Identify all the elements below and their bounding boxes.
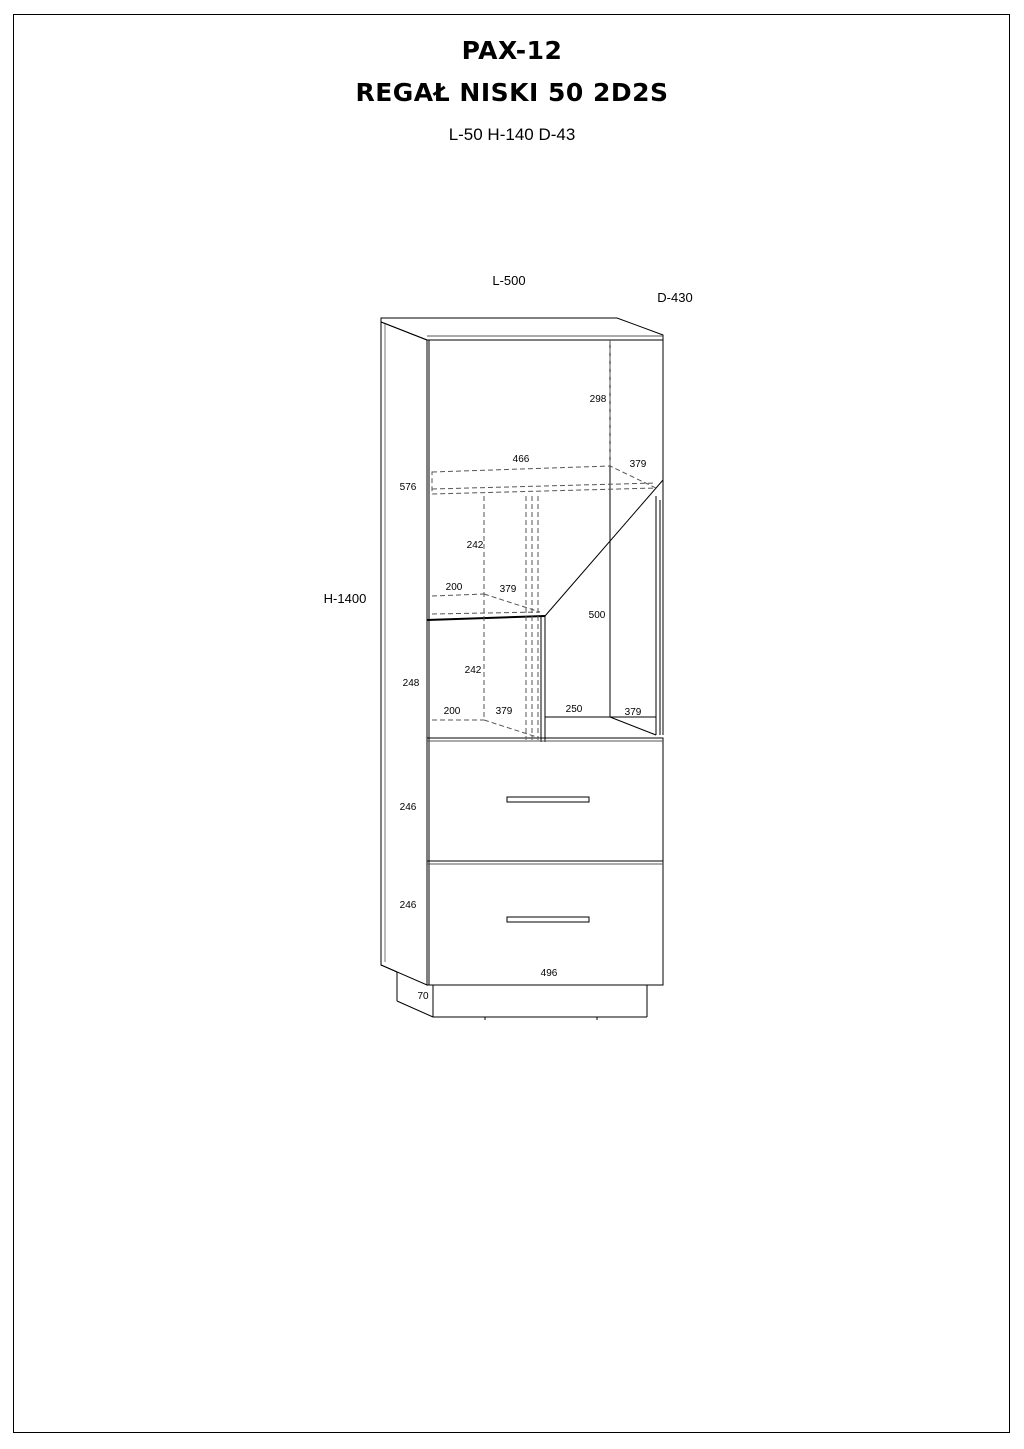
dim-niche-width-lower: 200 [443, 706, 461, 717]
label-height: H-1400 [323, 591, 367, 606]
cabinet-outline [381, 318, 663, 1020]
dim-upper-height: 298 [589, 394, 607, 405]
dim-plinth-height: 70 [417, 991, 429, 1002]
dim-top-depth: 379 [629, 459, 647, 470]
middle-shelf [427, 616, 545, 620]
dim-niche-height-lower: 242 [464, 665, 482, 676]
label-width: L-500 [492, 273, 526, 288]
dim-niche-width-upper: 200 [445, 582, 463, 593]
drawer-2 [427, 861, 663, 985]
dim-drawer-2-height: 246 [399, 900, 417, 911]
dashed-top-shelf [432, 466, 656, 494]
summary-dimensions: L-50 H-140 D-43 [448, 125, 576, 144]
diagonal-edge [545, 480, 663, 616]
dim-niche-depth-upper: 379 [499, 584, 517, 595]
dim-side-shelf-width: 250 [565, 704, 583, 715]
dim-side-height: 500 [588, 610, 606, 621]
dim-niche-depth-lower: 379 [495, 706, 513, 717]
drawer-2-handle [507, 917, 589, 922]
hidden-lines [432, 340, 656, 740]
top-panel [381, 318, 663, 340]
dim-side-shelf-depth: 379 [624, 707, 642, 718]
dim-niche-height-upper: 242 [466, 540, 484, 551]
drawer-1-handle [507, 797, 589, 802]
dim-open-section-height: 576 [399, 482, 417, 493]
model-code: PAX-12 [461, 36, 563, 65]
dim-middle-height: 248 [402, 678, 420, 689]
dim-inner-width: 466 [512, 454, 530, 465]
dim-plinth-width: 496 [540, 968, 558, 979]
dim-drawer-1-height: 246 [399, 802, 417, 813]
left-side-panel [381, 322, 427, 985]
label-depth: D-430 [657, 290, 693, 305]
drawer-1 [427, 738, 663, 861]
product-name: REGAŁ NISKI 50 2D2S [355, 78, 669, 107]
